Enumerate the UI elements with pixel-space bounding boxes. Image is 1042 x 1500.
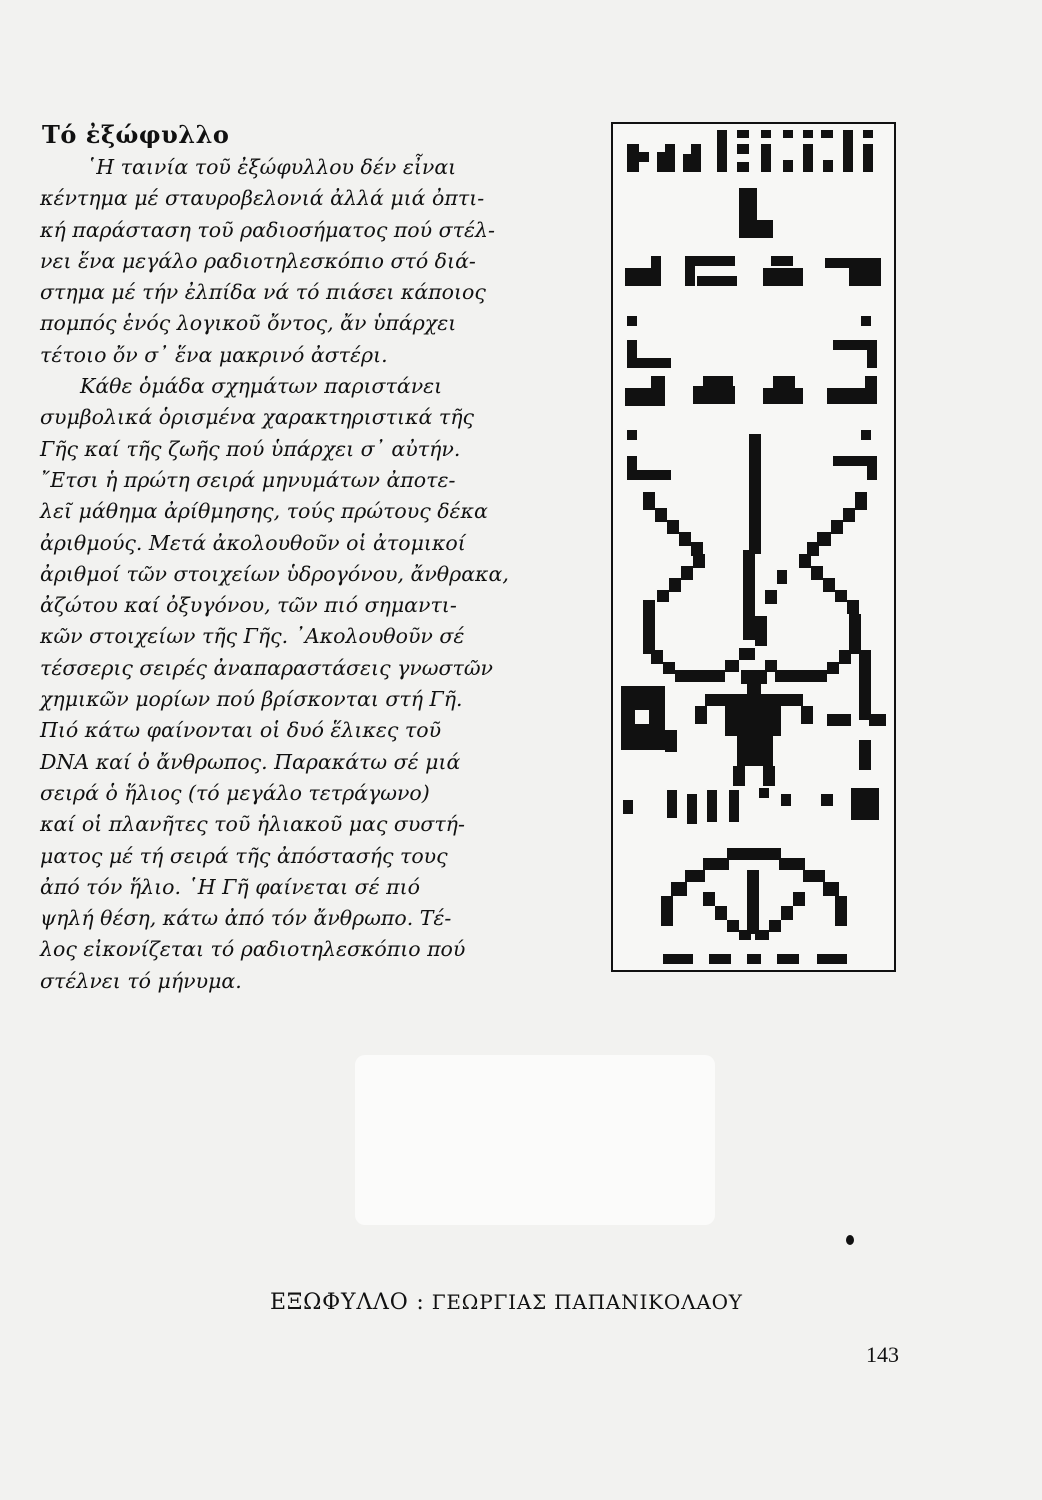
- body-line: συμβολικά ὁρισμένα χαρακτηριστικά τῆς: [40, 405, 474, 430]
- cover-credit: [270, 1290, 743, 1315]
- body-line: σειρά ὁ ἥλιος (τό μεγάλο τετράγωνο): [40, 780, 430, 805]
- body-line: ψηλή θέση, κάτω ἀπό τόν ἄνθρωπο. Τέ-: [40, 906, 452, 931]
- arecibo-message-bitmap-icon: [621, 130, 886, 964]
- body-line: καί οἱ πλανῆτες τοῦ ἡλιακοῦ μας συστή-: [40, 812, 465, 837]
- article-body: [40, 152, 520, 997]
- body-line: νει ἕνα μεγάλο ραδιοτηλεσκόπιο στό διά-: [40, 248, 476, 273]
- body-line: στέλνει τό μήνυμα.: [40, 968, 242, 993]
- body-line: κή παράσταση τοῦ ραδιοσήματος πού στέλ-: [40, 217, 495, 242]
- body-line: ἀπό τόν ἥλιο. ῾Η Γῆ φαίνεται σέ πιό: [40, 874, 420, 899]
- body-line: πομπός ἑνός λογικοῦ ὄντος, ἄν ὑπάρχει: [40, 311, 457, 336]
- body-line: Γῆς καί τῆς ζωῆς πού ὑπάρχει σ᾿ αὐτήν.: [40, 436, 461, 461]
- arecibo-message-figure: [611, 122, 896, 972]
- body-line: ἀριθμούς. Μετά ἀκολουθοῦν οἱ ἀτομικοί: [40, 530, 466, 555]
- body-line: χημικῶν μορίων πού βρίσκονται στή Γῆ.: [40, 687, 463, 712]
- body-line: DNA καί ὁ ἄνθρωπος. Παρακάτω σέ μιά: [40, 749, 461, 774]
- body-line: λεῖ μάθημα ἀρίθμησης, τούς πρώτους δέκα: [40, 499, 488, 524]
- ink-speck: [846, 1235, 854, 1245]
- body-line: Κάθε ὁμάδα σχημάτων παριστάνει: [80, 374, 443, 399]
- cover-credit-name: ΓΕΩΡΓΙΑΣ ΠΑΠΑΝΙΚΟΛΑΟΥ: [431, 1290, 743, 1314]
- body-line: ματος μέ τή σειρά τῆς ἀπόστασής τους: [40, 843, 448, 868]
- cover-credit-label: ΕΞΩΦΥΛΛΟ :: [270, 1290, 425, 1315]
- body-line: ἀζώτου καί ὀξυγόνου, τῶν πιό σημαντι-: [40, 593, 457, 618]
- body-line: ῾Η ταινία τοῦ ἐξώφυλλου δέν εἶναι: [86, 155, 457, 179]
- body-line: ἀριθμοί τῶν στοιχείων ὑδρογόνου, ἄνθρακα,: [40, 561, 509, 586]
- body-line: κέντημα μέ σταυροβελονιά ἀλλά μιά ὀπτι-: [40, 186, 485, 211]
- section-heading: Τό ἐξώφυλλο: [42, 120, 230, 149]
- body-line: λος εἰκονίζεται τό ραδιοτηλεσκόπιο πού: [40, 937, 466, 962]
- body-line: ῎Ετσι ἡ πρώτη σειρά μηνυμάτων ἀποτε-: [40, 467, 456, 492]
- show-through-panel: [355, 1055, 715, 1225]
- body-line: τέτοιο ὄν σ᾿ ἕνα μακρινό ἀστέρι.: [40, 342, 388, 367]
- page-number: 143: [866, 1342, 899, 1367]
- body-line: κῶν στοιχείων τῆς Γῆς. ᾿Ακολουθοῦν σέ: [40, 624, 465, 649]
- body-line: Πιό κάτω φαίνονται οἱ δυό ἕλικες τοῦ: [40, 718, 442, 743]
- body-line: τέσσερις σειρές ἀναπαραστάσεις γνωστῶν: [40, 655, 494, 680]
- body-line: στημα μέ τήν ἐλπίδα νά τό πιάσει κάποιος: [40, 280, 486, 305]
